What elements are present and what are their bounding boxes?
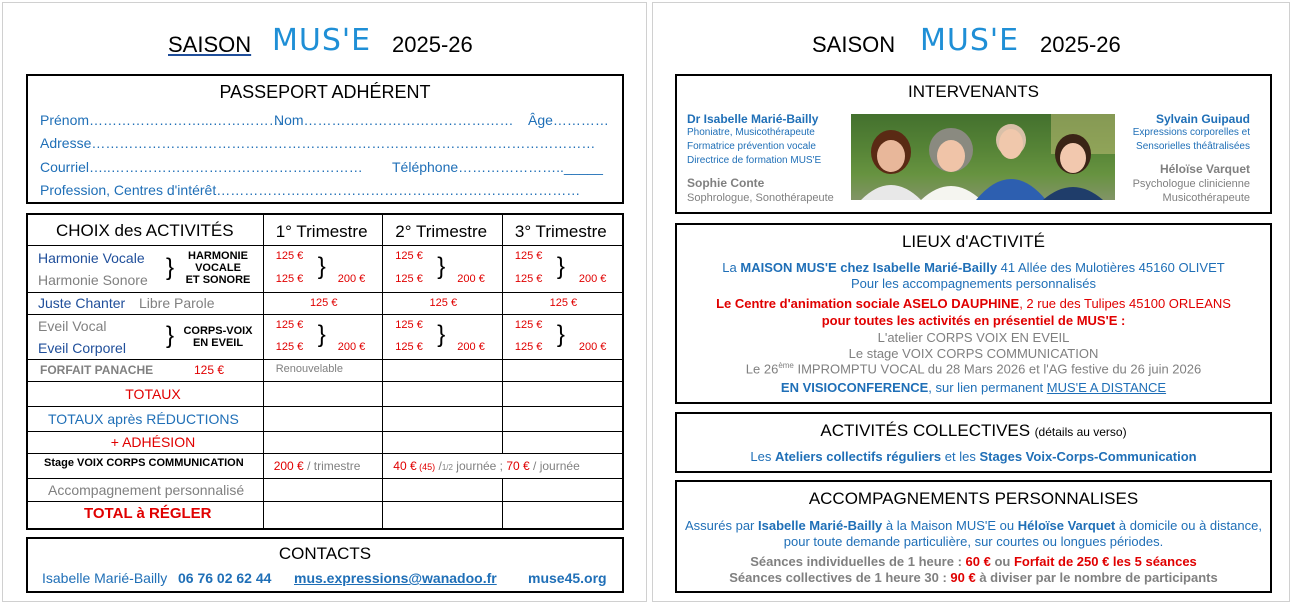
- stage-price: 200 €: [273, 459, 304, 473]
- price-cell: 125 €: [395, 273, 423, 285]
- stage-half-price: 40 €: [393, 459, 417, 473]
- table-row: [27, 407, 623, 432]
- combo-price: 200 €: [457, 341, 485, 353]
- stage-half-alt: (45): [416, 462, 436, 472]
- totaux-label: TOTAUX: [125, 386, 181, 402]
- price-cell: 125 €: [514, 319, 543, 331]
- eveil-vocal[interactable]: Eveil Vocal: [38, 318, 107, 334]
- combo-price: 200 €: [337, 273, 366, 285]
- corps-voix-line2: EN EVEIL: [192, 337, 244, 349]
- total-label: TOTAL à RÉGLER: [84, 505, 212, 522]
- speaker-role: Sensorielles théâtralisées: [1136, 141, 1250, 152]
- speaker-name: Dr Isabelle Marié-Bailly: [687, 112, 819, 126]
- header-t2: 2° Trimestre: [395, 222, 488, 241]
- adhesion-t2[interactable]: [383, 432, 503, 454]
- impromptu-sup: ème: [778, 361, 794, 370]
- lieux-line: [677, 296, 1270, 311]
- speaker-role: Expressions corporelles et: [1132, 127, 1250, 138]
- renouvelable-note: Renouvelable: [275, 363, 343, 375]
- collectives-title-text: ACTIVITÉS COLLECTIVES: [820, 421, 1031, 440]
- brace-icon: }: [437, 253, 446, 280]
- table-row: [27, 502, 623, 530]
- speaker-name: Héloïse Varquet: [1159, 162, 1250, 176]
- lieux-text: La: [722, 260, 741, 275]
- accomp-text: à la Maison MUS'E ou: [882, 518, 1018, 533]
- seances-coll-price: 90 €: [950, 570, 976, 585]
- collectives-text: et les: [941, 449, 980, 464]
- lieux-title: LIEUX d'ACTIVITÉ: [901, 232, 1046, 251]
- speaker-role: Sophrologue, Sonothérapeute: [687, 192, 834, 204]
- adhesion-label: + ADHÉSION: [110, 434, 196, 450]
- price-cell: 125 €: [275, 319, 304, 331]
- harmonie-tag: [178, 250, 258, 286]
- accomp-isabelle: Isabelle Marié-Bailly: [758, 518, 883, 533]
- brace-icon: }: [317, 253, 326, 280]
- price-cell: 125 €: [275, 250, 304, 262]
- stage-journee: journée ;: [452, 459, 507, 473]
- team-photo: [851, 114, 1115, 200]
- visio-text: , sur lien permanent: [928, 380, 1047, 395]
- speaker-role: Directrice de formation MUS'E: [687, 155, 822, 166]
- stage-unit: / trimestre: [303, 459, 361, 473]
- price-cell: 125 €: [395, 319, 423, 331]
- seances-ou: ou: [990, 554, 1014, 569]
- price-cell: 125 €: [275, 341, 304, 353]
- passport-box: [26, 74, 624, 204]
- speaker-role: Psychologue clinicienne: [1132, 178, 1250, 190]
- accomp-title: ACCOMPAGNEMENTS PERSONNALISES: [808, 489, 1139, 508]
- harmonie-vocale[interactable]: Harmonie Vocale: [38, 250, 145, 266]
- table-row: [27, 382, 623, 407]
- brace-icon: }: [317, 321, 326, 348]
- speaker-role: Musicothérapeute: [1162, 192, 1250, 204]
- price-cell: 125 €: [514, 250, 543, 262]
- forfait-price: 125 €: [194, 363, 225, 377]
- courriel-field[interactable]: Courriel…..………………………………………………: [40, 159, 363, 175]
- speaker-name: Sylvain Guipaud: [1155, 112, 1250, 126]
- juste-chanter[interactable]: Juste Chanter: [38, 295, 126, 311]
- libre-parole[interactable]: Libre Parole: [139, 295, 215, 311]
- seances-coll: Séances collectives de 1 heure 30 :: [729, 570, 951, 585]
- seances-coll-text: à diviser par le nombre de participants: [975, 570, 1218, 585]
- muse-distance-link[interactable]: MUS'E A DISTANCE: [1046, 380, 1167, 395]
- brace-icon: }: [556, 321, 565, 348]
- passport-title: PASSEPORT ADHÉRENT: [219, 82, 431, 102]
- collectives-title: [677, 421, 1270, 441]
- accomp-label: Accompagnement personnalisé: [48, 482, 245, 498]
- brace-icon: }: [166, 254, 175, 281]
- forfait-label: Forfait de 250 € les 5 séances: [1013, 554, 1197, 569]
- lieux-line: Le stage VOIX CORPS COMMUNICATION: [848, 346, 1099, 361]
- totaux-t1[interactable]: [263, 382, 383, 407]
- header-t1: 1° Trimestre: [275, 222, 368, 241]
- accomp-t1[interactable]: [263, 479, 383, 502]
- age-field[interactable]: Âge…………: [528, 112, 609, 128]
- table-row: [27, 293, 623, 315]
- stage-slash: /: [435, 459, 442, 473]
- aselo-name: Le Centre d'animation sociale ASELO DAUPHINE: [716, 296, 1020, 311]
- maison-muse: MAISON MUS'E chez Isabelle Marié-Bailly: [740, 260, 998, 275]
- speaker-role: Formatrice prévention vocale: [687, 141, 816, 152]
- accomp-t3[interactable]: [502, 479, 623, 502]
- brand-logo: MUS'E: [272, 23, 372, 58]
- stage-t2-price: [393, 459, 579, 473]
- reduc-t1[interactable]: [263, 407, 383, 432]
- season-year: 2025-26: [392, 32, 473, 57]
- collectives-sub: (détails au verso): [1034, 425, 1127, 439]
- accomp-t2[interactable]: [383, 479, 503, 502]
- seances-ind: Séances individuelles de 1 heure :: [750, 554, 966, 569]
- accomp-heloise: Héloïse Varquet: [1017, 518, 1116, 533]
- price-cell: 125 €: [395, 250, 423, 262]
- contacts-box: [26, 537, 624, 593]
- intervenants-box: [675, 74, 1272, 214]
- totaux-t2[interactable]: [383, 382, 503, 407]
- stage-day-price: 70 €: [506, 459, 530, 473]
- reduc-t2[interactable]: [383, 407, 503, 432]
- price-cell: 125 €: [514, 341, 543, 353]
- table-row: [27, 454, 623, 479]
- contact-phone[interactable]: 06 76 02 62 44: [178, 570, 272, 586]
- price-cell: 125 €: [429, 297, 458, 309]
- stage-day-unit: / journée: [529, 459, 580, 473]
- contact-name: Isabelle Marié-Bailly: [42, 570, 168, 586]
- stage-t1-price: [274, 459, 361, 473]
- left-heading: [168, 23, 488, 62]
- lieux-line: Pour les accompagnements personnalisés: [851, 276, 1096, 291]
- lieux-box: [675, 223, 1272, 404]
- table-header: [27, 214, 623, 246]
- price-cell: 125 €: [309, 297, 338, 309]
- contacts-title: CONTACTS: [278, 544, 372, 563]
- olivet-address: 41 Allée des Mulotières 45160 OLIVET: [997, 260, 1225, 275]
- brace-icon: }: [166, 322, 175, 349]
- visio-label: EN VISIOCONFERENCE: [780, 380, 929, 395]
- harmonie-tag-line3: ET SONORE: [185, 274, 251, 286]
- adresse-field[interactable]: Adresse………………………………………………………………………………………………: [40, 135, 596, 151]
- accomp-line: [677, 518, 1270, 533]
- table-row: [27, 315, 623, 360]
- combo-price: 200 €: [457, 273, 485, 285]
- speaker-role: Phoniatre, Musicothérapeute: [687, 127, 815, 138]
- season-year: 2025-26: [1040, 32, 1121, 57]
- price-cell: 125 €: [395, 341, 423, 353]
- accomp-line: pour toute demande particulière, sur courtes ou longues périodes.: [783, 534, 1164, 549]
- lieux-line: [677, 361, 1270, 376]
- impromptu-text: IMPROMPTU VOCAL du 28 Mars 2026 et l'AG festive du 26 juin 2026: [793, 361, 1202, 377]
- adhesion-t3[interactable]: [502, 432, 623, 454]
- totaux-t3[interactable]: [502, 382, 623, 407]
- brand-logo: MUS'E: [920, 23, 1020, 58]
- harmonie-sonore[interactable]: Harmonie Sonore: [38, 272, 148, 288]
- header-t3: 3° Trimestre: [514, 222, 607, 241]
- collectives-box: [675, 412, 1272, 473]
- adhesion-t1[interactable]: [263, 432, 383, 454]
- lieux-line: pour toutes les activités en présentiel de MUS'E :: [821, 313, 1126, 328]
- brace-icon: }: [437, 321, 446, 348]
- intervenants-title: INTERVENANTS: [908, 82, 1039, 101]
- forfait-panache[interactable]: FORFAIT PANACHE: [40, 363, 154, 377]
- combo-price: 200 €: [337, 341, 366, 353]
- ateliers-label: Ateliers collectifs réguliers: [774, 449, 942, 464]
- accomp-text: à domicile ou à distance,: [1115, 518, 1262, 533]
- activities-table: [26, 213, 624, 530]
- corps-voix-line1: CORPS-VOIX: [183, 325, 253, 337]
- saison-label: SAISON: [168, 32, 252, 57]
- reduc-t3[interactable]: [502, 407, 623, 432]
- speaker-name: Sophie Conte: [687, 176, 765, 190]
- stage-label: Stage VOIX CORPS COMMUNICATION: [44, 457, 244, 469]
- header-choix: CHOIX des ACTIVITÉS: [56, 221, 234, 240]
- eveil-corporel[interactable]: Eveil Corporel: [38, 340, 126, 356]
- total-t1[interactable]: [263, 502, 383, 530]
- totaux-reductions-label: TOTAUX après RÉDUCTIONS: [48, 411, 239, 427]
- price-cell: 125 €: [549, 297, 578, 309]
- stages-label: Stages Voix-Corps-Communication: [979, 449, 1197, 464]
- lieux-line: [677, 260, 1270, 275]
- collectives-line: [677, 449, 1270, 464]
- telephone-field[interactable]: Téléphone………………….._____: [392, 159, 603, 175]
- combo-price: 200 €: [578, 273, 607, 285]
- team-photo-illustration: [851, 114, 1115, 200]
- harmonie-tag-line2: VOCALE: [195, 262, 241, 274]
- price-cell: 125 €: [275, 273, 304, 285]
- lieux-line: L'atelier CORPS VOIX EN EVEIL: [877, 330, 1070, 345]
- table-row: [27, 479, 623, 502]
- price-cell: 125 €: [514, 273, 543, 285]
- harmonie-tag-line1: HARMONIE: [188, 250, 248, 262]
- accomp-box: [675, 480, 1272, 593]
- brace-icon: }: [556, 253, 565, 280]
- table-row: [27, 246, 623, 293]
- contact-email[interactable]: mus.expressions@wanadoo.fr: [294, 570, 497, 586]
- accomp-text: Assurés par: [685, 518, 758, 533]
- saison-label: SAISON: [812, 32, 896, 57]
- total-t2[interactable]: [383, 502, 503, 530]
- collectives-text: Les: [750, 449, 775, 464]
- table-row: [27, 360, 623, 382]
- contact-site[interactable]: muse45.org: [528, 570, 607, 586]
- accomp-line: [677, 554, 1270, 569]
- profession-field[interactable]: Profession, Centres d'intérêt……………………………………………………………………: [40, 182, 581, 198]
- combo-price: 200 €: [578, 341, 607, 353]
- seances-ind-price: 60 €: [965, 554, 991, 569]
- table-row: [27, 432, 623, 454]
- nom-field[interactable]: Nom………………………………………: [274, 112, 514, 128]
- stage-half-fraction: 1/2: [441, 463, 453, 472]
- impromptu-text: Le 26: [745, 361, 779, 377]
- aselo-address: , 2 rue des Tulipes 45100 ORLEANS: [1019, 296, 1231, 311]
- lieux-line: [677, 380, 1270, 395]
- total-t3[interactable]: [502, 502, 623, 530]
- right-heading: [812, 23, 1142, 62]
- corps-voix-tag: [176, 325, 260, 349]
- accomp-line: [677, 570, 1270, 585]
- prenom-field[interactable]: Prénom……………………...……………: [40, 112, 283, 128]
